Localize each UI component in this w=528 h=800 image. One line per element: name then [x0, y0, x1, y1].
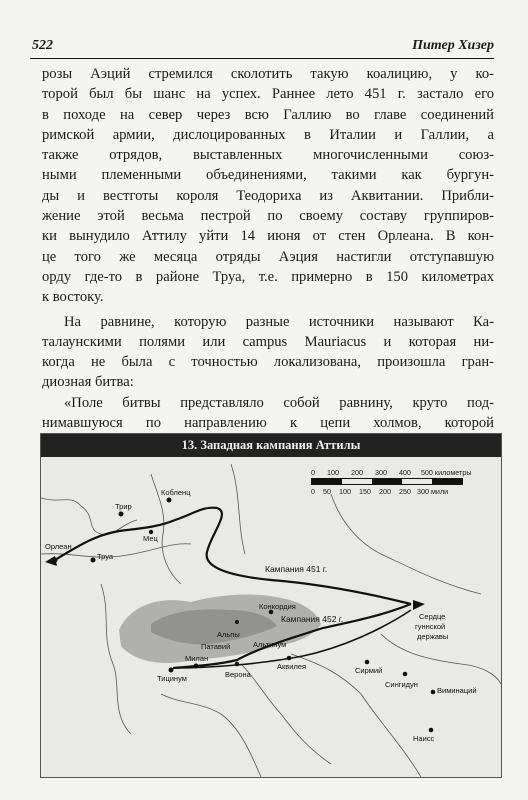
town-marker: [235, 662, 240, 667]
header-rule: [30, 58, 494, 59]
label-altinum: Альтинум: [253, 640, 287, 649]
label-concordia: Конкордия: [259, 602, 296, 611]
scale-mi-labels: 0 50 100 150 200 250 300 мили: [311, 487, 449, 496]
label-hunnic: гуннской: [415, 622, 446, 631]
text-line: римской армии, дислоцированных в Италии и Галлии, а: [42, 126, 494, 143]
town-marker: [365, 660, 370, 665]
town-marker: [403, 672, 408, 677]
route-arrowhead: [413, 600, 425, 610]
town-marker: [235, 620, 239, 624]
coastline: [241, 664, 331, 764]
running-header: [30, 38, 494, 56]
scale-km-labels: 0 100 200 300 400 500 километры: [311, 468, 472, 477]
text-line: «Поле битвы представляло собой равнину, круто под-: [64, 394, 494, 411]
text-line: торой был бы шанс на успех. Раннее лето 451 г. застало его: [42, 86, 494, 103]
river: [331, 494, 481, 594]
coastline: [161, 694, 261, 777]
label-heart: Сердце: [419, 612, 446, 621]
label-campaign-452: Кампания 452 г.: [281, 614, 344, 624]
map-title: 13. Западная кампания Аттилы: [41, 434, 501, 457]
town-marker: [53, 558, 58, 563]
text-line: орду где-то в районе Труа, т.е. примерно в 150 километрах: [42, 268, 494, 285]
body-text: [42, 64, 494, 433]
label-sirmium: Сирмий: [355, 666, 383, 675]
town-marker: [167, 498, 172, 503]
running-author: Питер Хизер: [412, 38, 494, 53]
label-orleans: Орлеан: [45, 542, 72, 551]
label-milan: Милан: [185, 654, 209, 663]
river: [381, 634, 501, 684]
label-koblenz: Кобленц: [161, 488, 191, 497]
label-viminacium: Виминаций: [437, 686, 477, 695]
text-line: нимавшуюся по направлению к цепи холмов, которой: [42, 415, 494, 432]
label-trier: Трир: [115, 502, 132, 511]
label-campaign-451: Кампания 451 г.: [265, 564, 328, 574]
label-state: державы: [417, 632, 449, 641]
town-marker: [91, 558, 96, 563]
text-line: также отрядов, выставленных многочисленными союз-: [42, 147, 494, 164]
paragraph-1: [42, 64, 494, 308]
page-number: 522: [32, 38, 53, 53]
river: [231, 464, 245, 554]
text-line: жение этой весьма пестрой по своему составу группиров-: [42, 208, 494, 225]
label-alps: Альпы: [217, 630, 240, 639]
scale-bar: [311, 478, 463, 485]
text-line: розы Аэций стремился сколотить такую коалицию, у ко-: [42, 66, 494, 82]
label-patavium: Патавий: [201, 642, 231, 651]
label-troyes: Труа: [97, 552, 114, 561]
paragraph-2: [42, 312, 494, 393]
town-marker: [431, 690, 436, 695]
label-metz: Мец: [143, 534, 158, 543]
text-line: к востоку.: [42, 289, 104, 306]
text-line: когда не была с точностью локализована, произошла гран-: [42, 354, 494, 371]
label-naissus: Наисс: [413, 734, 435, 743]
text-line: ды и вестготы короля Теодориха из Аквитании. Прибли-: [42, 187, 494, 204]
town-marker: [287, 656, 292, 661]
label-singidunum: Сингидун: [385, 680, 418, 689]
town-marker: [119, 512, 124, 517]
text-line: диозная битва:: [42, 374, 134, 391]
campaign-map: [40, 433, 502, 778]
text-line: в походе на север через всю Галлию во главе соединений: [42, 106, 494, 123]
text-line: На равнине, которую разные источники называют Ка-: [64, 313, 494, 330]
label-verona: Верона: [225, 670, 251, 679]
town-marker: [169, 668, 174, 673]
text-line: це того же месяца отряды Аэция настигли отступавшую: [42, 248, 494, 265]
text-line: талаунскими полями или campus Mauriacus и которая ни-: [42, 333, 494, 350]
river: [101, 584, 131, 734]
town-marker: [194, 664, 199, 669]
label-aquileia: Аквилея: [277, 662, 307, 671]
text-line: ными племенными объединениями, такими как бургун-: [42, 167, 494, 184]
label-ticinum: Тицинум: [157, 674, 187, 683]
town-marker: [429, 728, 434, 733]
quote-paragraph: [42, 393, 494, 434]
text-line: ки вынудило Аттилу уйти 14 июня от стен Орлеана. В кон-: [42, 228, 494, 245]
